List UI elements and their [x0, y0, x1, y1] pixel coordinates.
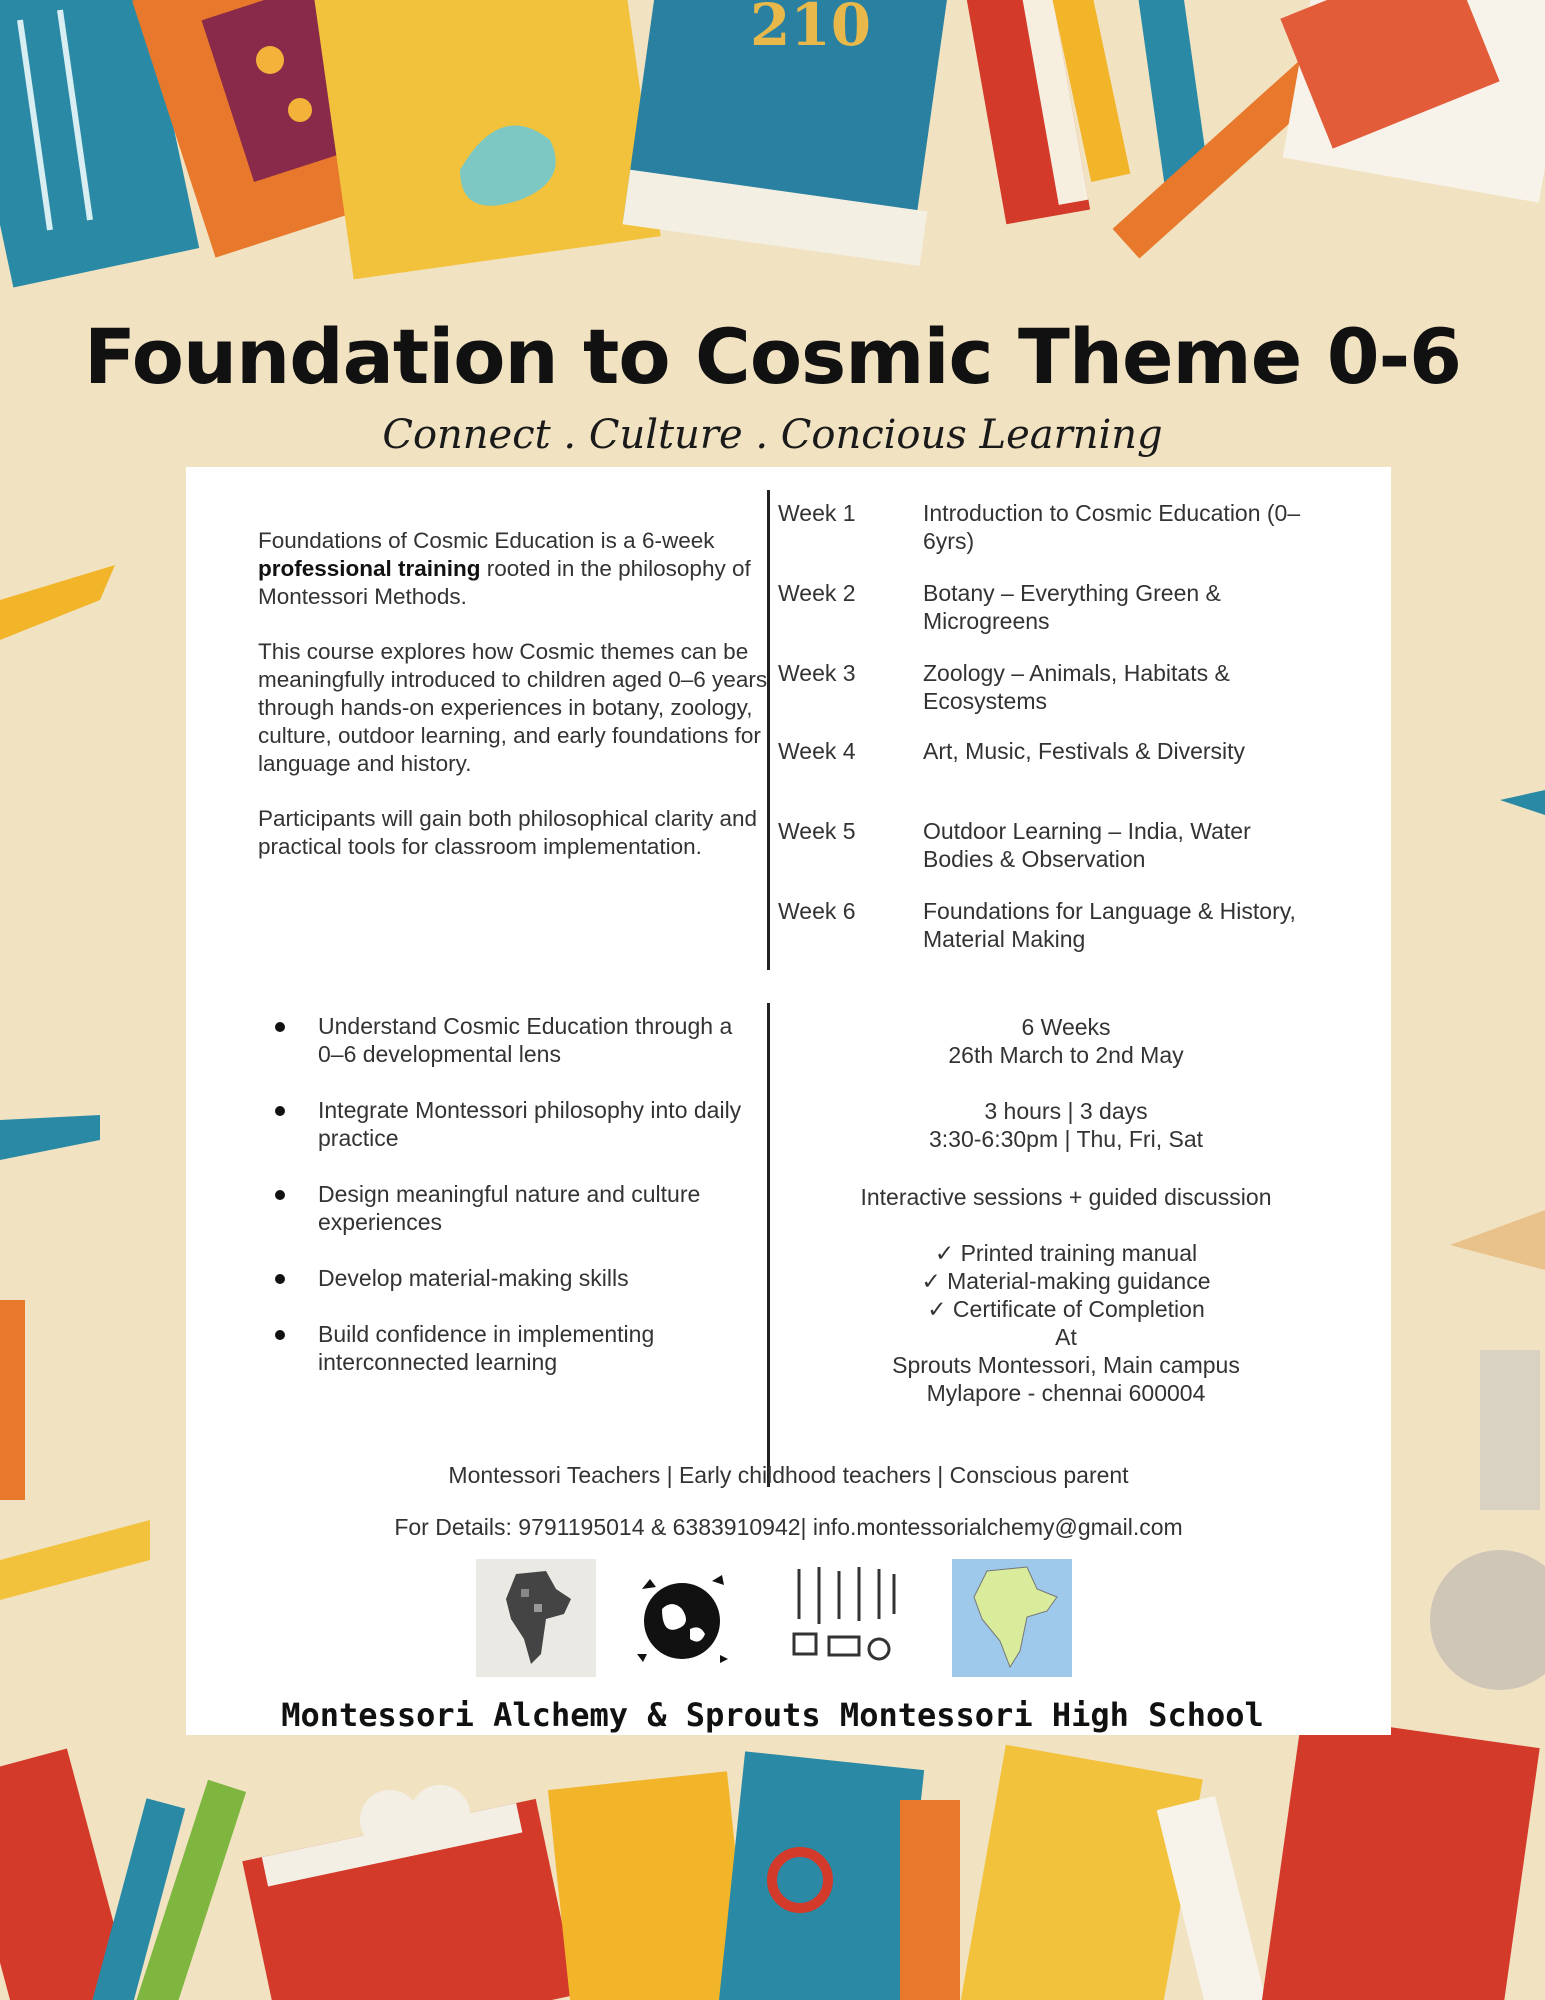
- week-label: Week 2: [778, 580, 856, 606]
- include-item: ✓ Certificate of Completion: [927, 1296, 1205, 1322]
- learning-outcomes: [268, 1012, 748, 1404]
- hours: 3 hours | 3 days: [984, 1098, 1148, 1124]
- list-item: Build confidence in implementing interconnected learning: [268, 1320, 748, 1376]
- page-subtitle: Connect . Culture . Concious Learning: [382, 412, 1163, 458]
- schedule: 3:30-6:30pm | Thu, Fri, Sat: [928, 1126, 1203, 1152]
- intro-paragraph-1: Foundations of Cosmic Education is a 6-week professional training rooted in the philosophy of Montessori Methods.: [258, 528, 751, 609]
- week-label: Week 4: [778, 738, 856, 764]
- bullet-icon: [275, 1274, 285, 1284]
- duration: 6 Weeks: [1021, 1014, 1111, 1040]
- duration-block: [786, 1013, 1346, 1069]
- format-block: [786, 1183, 1346, 1211]
- india-collage-image: [476, 1559, 596, 1677]
- list-item: Understand Cosmic Education through a 0–6 developmental lens: [268, 1012, 748, 1068]
- at-label: At: [1055, 1324, 1077, 1350]
- intro-paragraph-3: Participants will gain both philosophical clarity and practical tools for classroom implementation.: [258, 806, 758, 859]
- week-label: Week 5: [778, 818, 856, 844]
- address: Mylapore - chennai 600004: [926, 1380, 1206, 1406]
- divider-bottom: [767, 1003, 770, 1487]
- week-topic: Botany – Everything Green & Microgreens: [923, 580, 1221, 634]
- venue: Sprouts Montessori, Main campus: [892, 1352, 1240, 1378]
- contact-details: For Details: 9791195014 & 6383910942| info.montessorialchemy@gmail.com: [394, 1514, 1183, 1540]
- include-item: ✓ Printed training manual: [934, 1240, 1198, 1266]
- week-label: Week 6: [778, 898, 856, 924]
- course-intro: [258, 527, 768, 888]
- bullet-icon: [275, 1330, 285, 1340]
- week-topic: Art, Music, Festivals & Diversity: [923, 738, 1246, 764]
- session-format: Interactive sessions + guided discussion: [860, 1184, 1272, 1210]
- week-topic: Foundations for Language & History, Material Making: [923, 898, 1296, 952]
- list-item: Integrate Montessori philosophy into daily practice: [268, 1096, 748, 1152]
- intro-paragraph-2: This course explores how Cosmic themes can be meaningfully introduced to children aged 0–6 years through hands-on experiences in botany, zoology, culture, outdoor learning, and early foundations for language and history.: [258, 639, 768, 776]
- week-topic: Zoology – Animals, Habitats & Ecosystems: [923, 660, 1230, 714]
- india-map-image: [952, 1559, 1072, 1677]
- svg-text:210: 210: [750, 0, 872, 59]
- organizers: Montessori Alchemy & Sprouts Montessori High School: [281, 1696, 1264, 1734]
- garden-tools-image: [784, 1559, 904, 1677]
- week-topic: Introduction to Cosmic Education (0–6yrs): [923, 500, 1301, 554]
- list-item: Develop material-making skills: [268, 1264, 748, 1292]
- include-item: ✓ Material-making guidance: [921, 1268, 1211, 1294]
- bullet-icon: [275, 1022, 285, 1032]
- earth-animals-image: [622, 1559, 742, 1677]
- book-yellow-icon: [312, 0, 661, 279]
- timing-block: [786, 1097, 1346, 1153]
- target-audience: Montessori Teachers | Early childhood teachers | Conscious parent: [448, 1462, 1129, 1488]
- bullet-icon: [275, 1106, 285, 1116]
- includes-block: [786, 1239, 1346, 1407]
- week-label: Week 3: [778, 660, 856, 686]
- list-item: Design meaningful nature and culture experiences: [268, 1180, 748, 1236]
- week-label: Week 1: [778, 500, 856, 526]
- bullet-icon: [275, 1190, 285, 1200]
- page-title: Foundation to Cosmic Theme 0-6: [83, 312, 1462, 401]
- dates: 26th March to 2nd May: [948, 1042, 1184, 1068]
- week-topic: Outdoor Learning – India, Water Bodies & Observation: [923, 818, 1251, 872]
- content-card: [186, 467, 1391, 1735]
- book-210-icon: [623, 0, 948, 266]
